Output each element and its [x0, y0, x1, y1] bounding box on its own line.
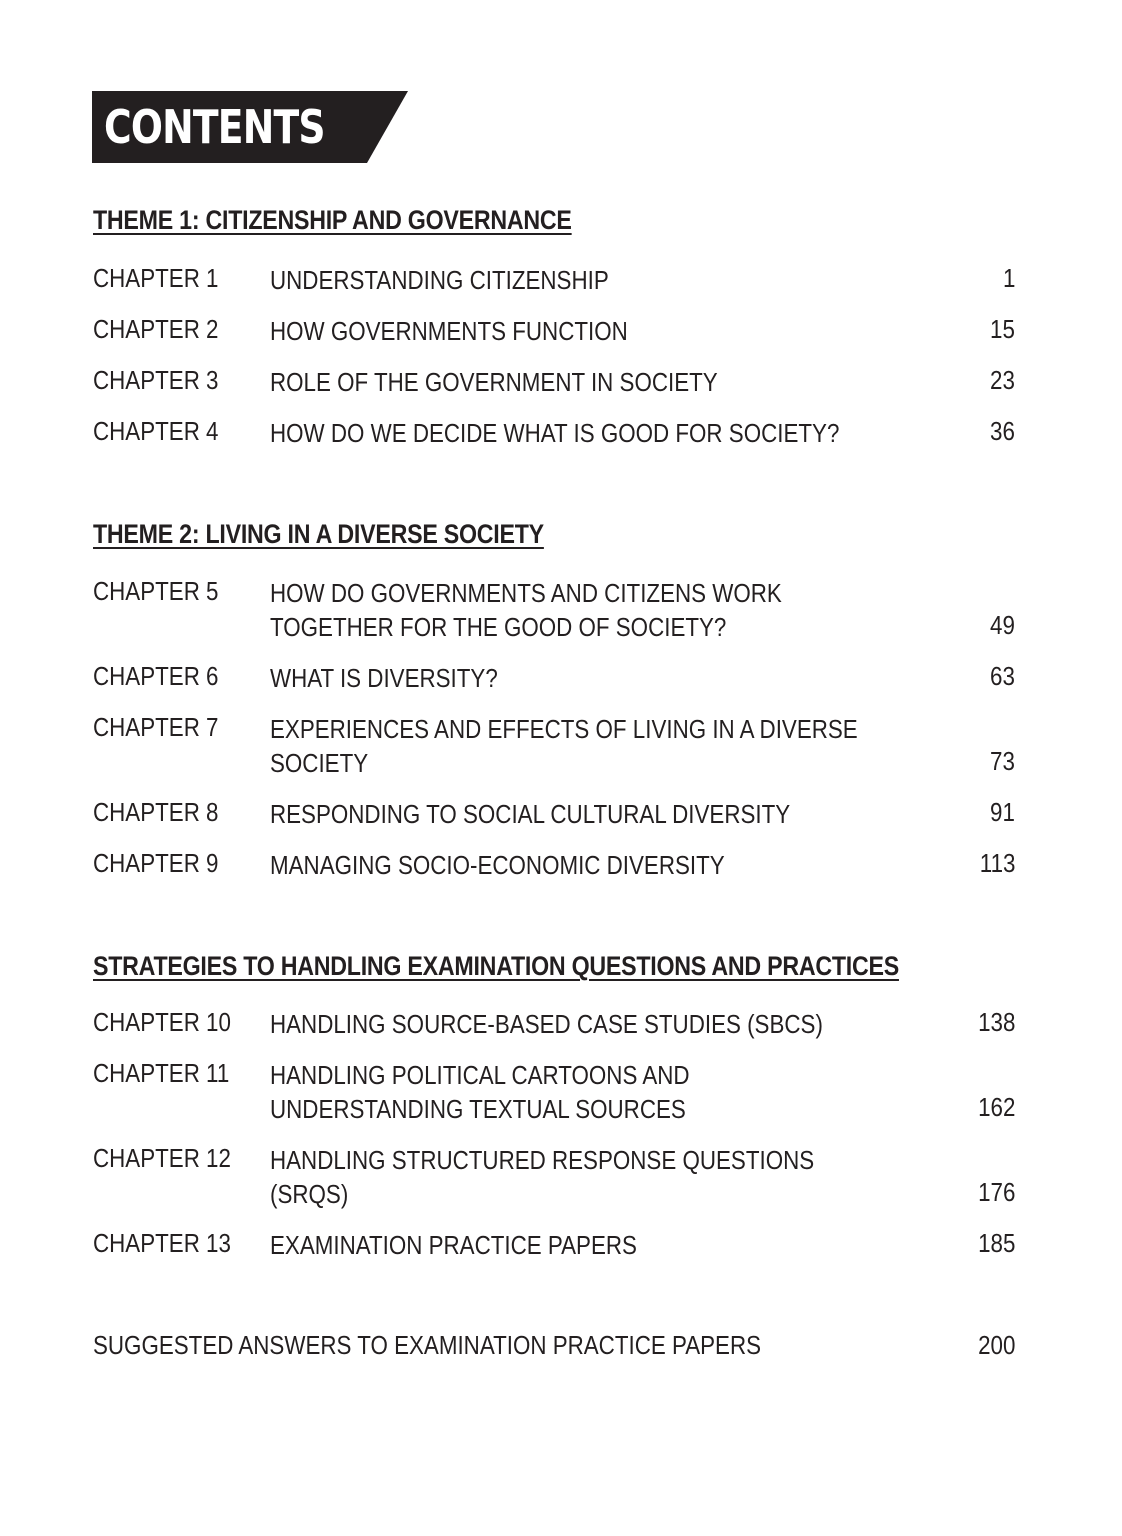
chapter-label: CHAPTER 8 [93, 797, 219, 827]
chapter-title: HOW DO WE DECIDE WHAT IS GOOD FOR SOCIETY? [270, 418, 840, 448]
chapter-label: CHAPTER 1 [93, 263, 219, 293]
chapter-label: CHAPTER 2 [93, 314, 219, 344]
chapter-label: CHAPTER 12 [93, 1143, 231, 1173]
page-number: 63 [990, 661, 1015, 691]
chapter-label: CHAPTER 9 [93, 848, 219, 878]
chapter-label: CHAPTER 5 [93, 576, 219, 606]
chapter-title: EXPERIENCES AND EFFECTS OF LIVING IN A DIVERSE SOCIETY [270, 714, 858, 778]
page-number: 200 [977, 1330, 1015, 1360]
chapter-label: CHAPTER 13 [93, 1228, 231, 1258]
page-number: 1 [1002, 263, 1015, 293]
chapter-label: CHAPTER 4 [93, 416, 219, 446]
chapter-title: RESPONDING TO SOCIAL CULTURAL DIVERSITY [270, 799, 791, 829]
section-heading-theme-1: THEME 1: CITIZENSHIP AND GOVERNANCE [93, 205, 572, 235]
chapter-title: MANAGING SOCIO-ECONOMIC DIVERSITY [270, 850, 725, 880]
chapter-title: EXAMINATION PRACTICE PAPERS [270, 1230, 637, 1260]
page-number: 138 [977, 1007, 1015, 1037]
page-number: 49 [990, 610, 1015, 640]
chapter-title: ROLE OF THE GOVERNMENT IN SOCIETY [270, 367, 718, 397]
section-heading-strategies: STRATEGIES TO HANDLING EXAMINATION QUESTIONS AND PRACTICES [93, 951, 899, 981]
page-number: 185 [977, 1228, 1015, 1258]
page-number: 15 [990, 314, 1015, 344]
page-title: CONTENTS [104, 100, 325, 154]
section-heading-theme-2: THEME 2: LIVING IN A DIVERSE SOCIETY [93, 519, 544, 549]
chapter-title: HOW GOVERNMENTS FUNCTION [270, 316, 628, 346]
chapter-label: CHAPTER 6 [93, 661, 219, 691]
appendix-title: SUGGESTED ANSWERS TO EXAMINATION PRACTICE PAPERS [93, 1330, 762, 1360]
chapter-label: CHAPTER 10 [93, 1007, 231, 1037]
chapter-title: UNDERSTANDING CITIZENSHIP [270, 265, 609, 295]
page-number: 162 [977, 1092, 1015, 1122]
chapter-title: HOW DO GOVERNMENTS AND CITIZENS WORK TOGETHER FOR THE GOOD OF SOCIETY? [270, 578, 782, 642]
page-number: 36 [990, 416, 1015, 446]
chapter-title: WHAT IS DIVERSITY? [270, 663, 498, 693]
page-number: 73 [990, 746, 1015, 776]
page-number: 23 [990, 365, 1015, 395]
page-number: 91 [990, 797, 1015, 827]
contents-banner [92, 91, 408, 163]
chapter-label: CHAPTER 11 [93, 1058, 230, 1088]
chapter-label: CHAPTER 7 [93, 712, 219, 742]
page-number: 113 [979, 848, 1015, 878]
chapter-title: HANDLING STRUCTURED RESPONSE QUESTIONS (SRQS) [270, 1145, 815, 1209]
chapter-label: CHAPTER 3 [93, 365, 219, 395]
page-number: 176 [977, 1177, 1015, 1207]
chapter-title: HANDLING SOURCE-BASED CASE STUDIES (SBCS) [270, 1009, 823, 1039]
chapter-title: HANDLING POLITICAL CARTOONS AND UNDERSTANDING TEXTUAL SOURCES [270, 1060, 690, 1124]
